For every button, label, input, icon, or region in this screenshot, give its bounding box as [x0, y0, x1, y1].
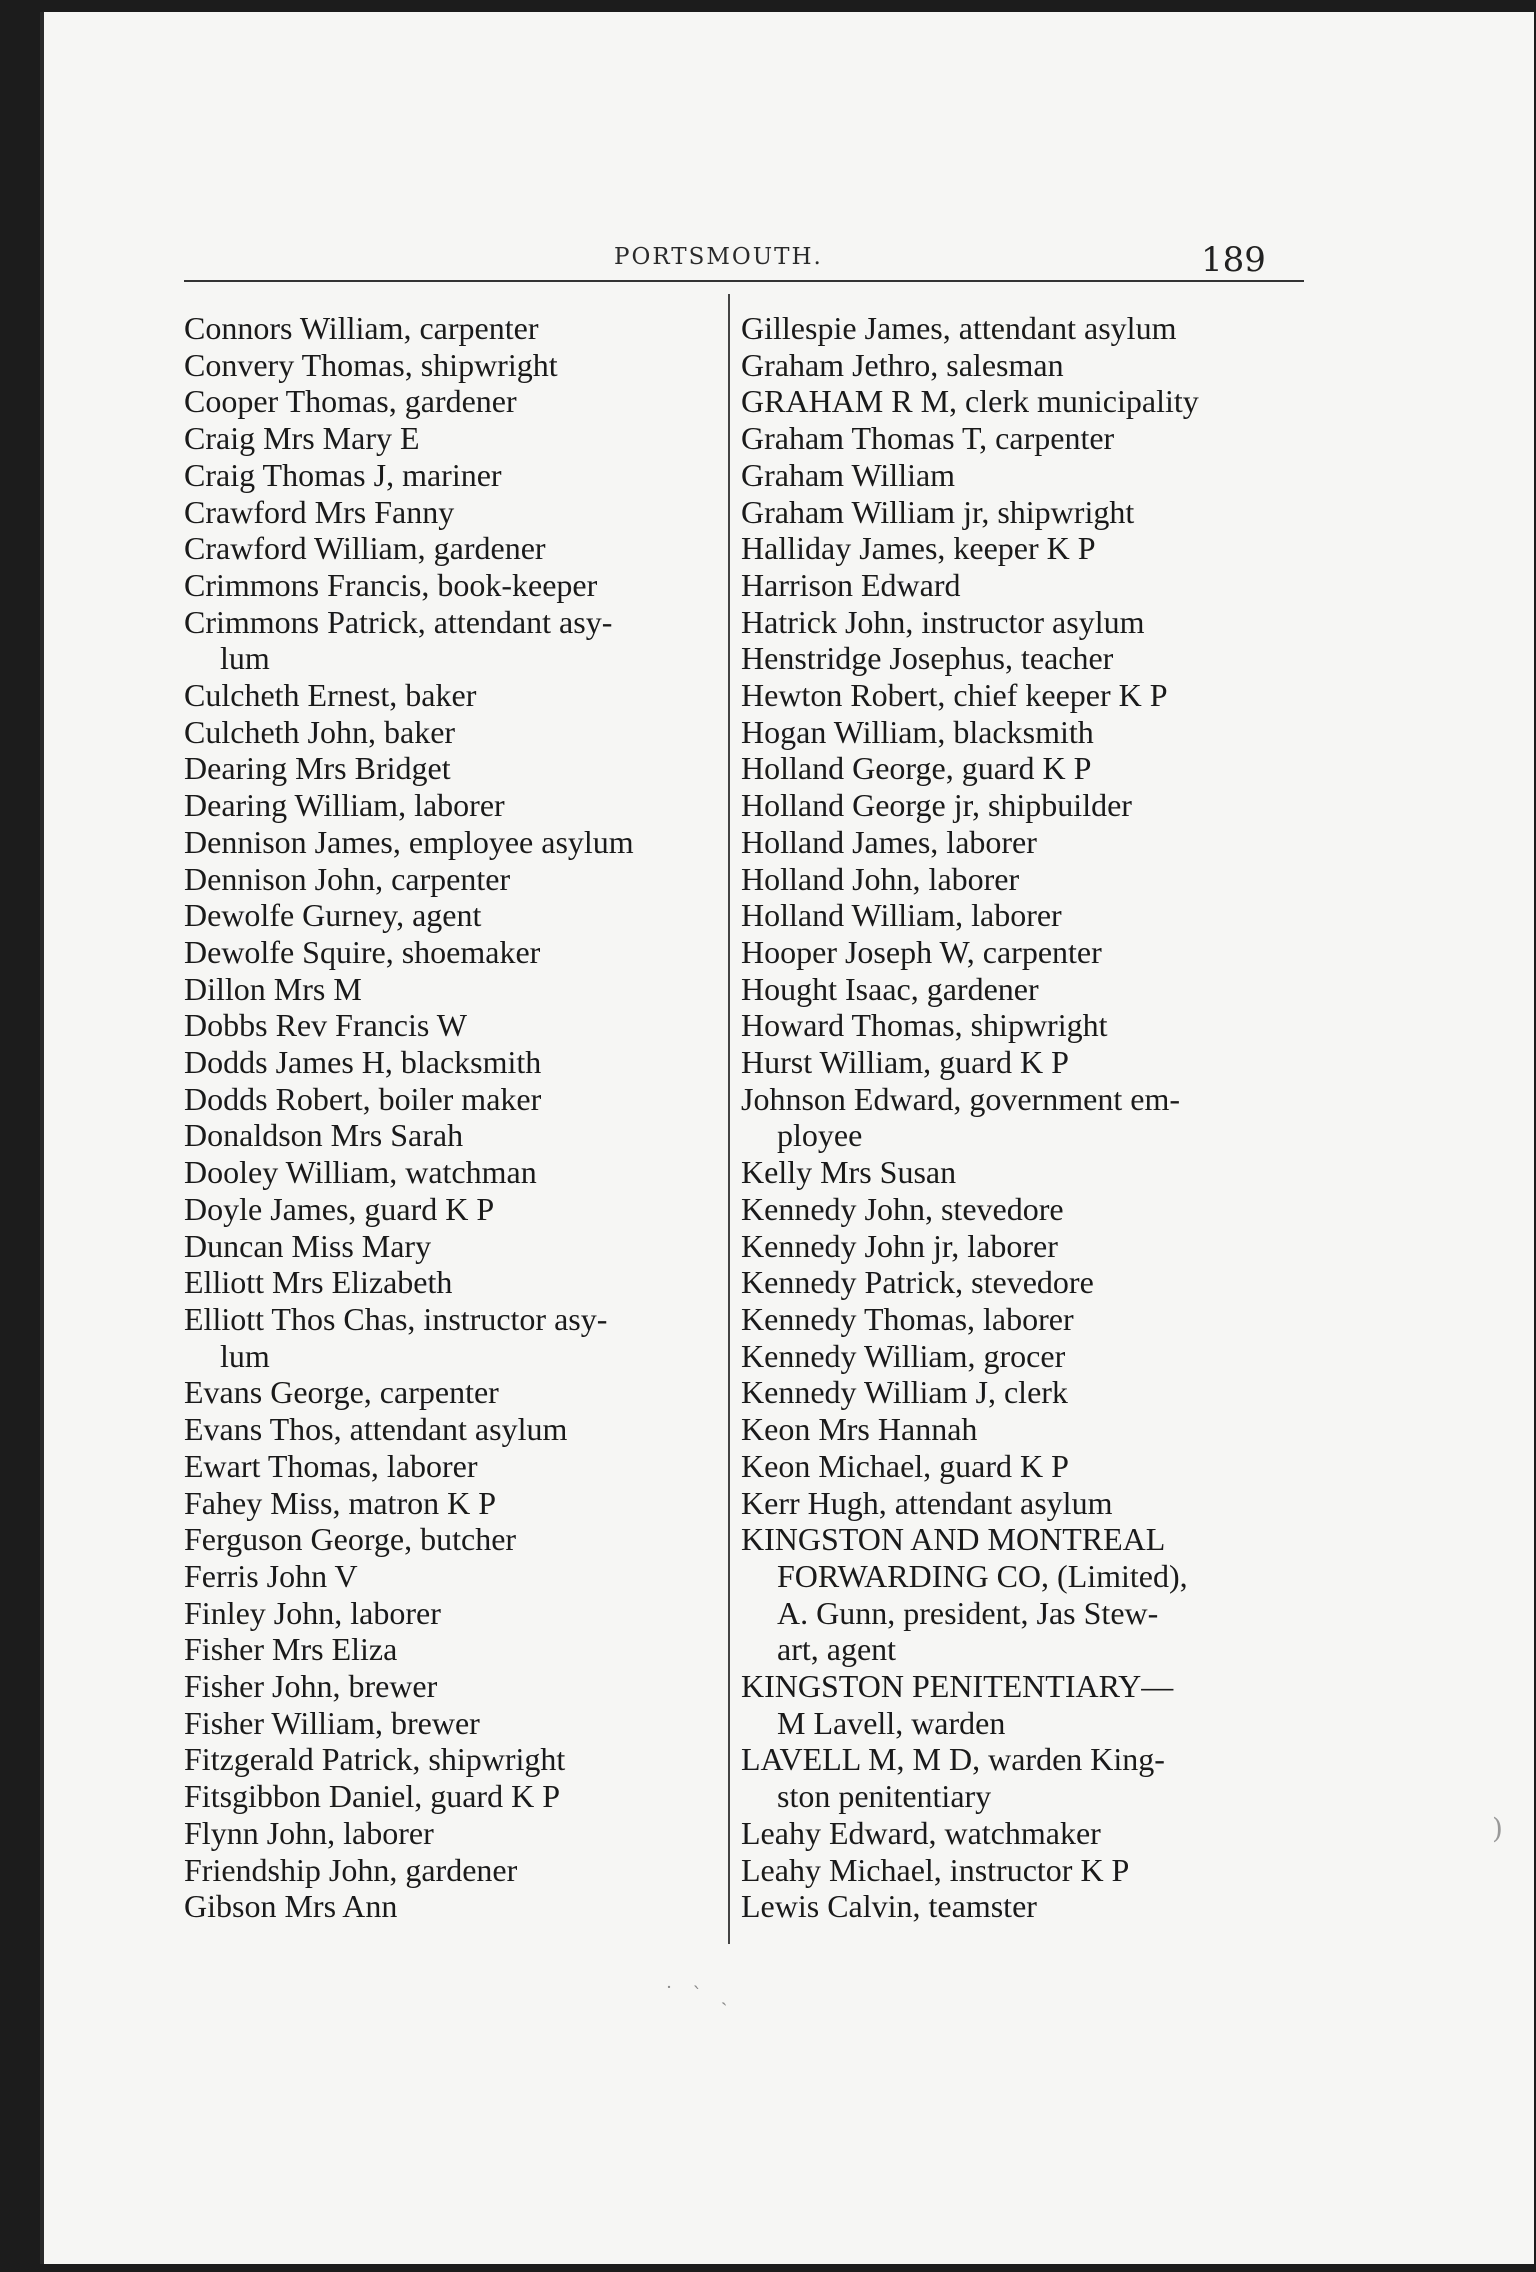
directory-entry: Dearing Mrs Bridget — [184, 750, 451, 787]
directory-entry: Keon Mrs Hannah — [741, 1411, 978, 1448]
directory-entry: Holland George, guard K P — [741, 750, 1092, 787]
directory-entry: Connors William, carpenter — [184, 310, 539, 346]
page-number: 189 — [1201, 240, 1266, 280]
directory-entry: Craig Thomas J, mariner — [184, 456, 502, 493]
directory-entry: Kennedy John jr, laborer — [741, 1227, 1058, 1264]
directory-entry: Halliday James, keeper K P — [741, 530, 1096, 567]
directory-entry: Crawford Mrs Fanny — [184, 493, 455, 530]
directory-entry: Ewart Thomas, laborer — [184, 1447, 478, 1484]
directory-entry: Hewton Robert, chief keeper K P — [741, 677, 1168, 714]
header-rule — [184, 280, 1304, 282]
directory-entry: Graham Jethro, salesman — [741, 346, 1064, 383]
directory-entry: Fisher William, brewer — [184, 1704, 480, 1741]
directory-entry: Graham Thomas T, carpenter — [741, 420, 1115, 457]
directory-entry: Crimmons Francis, book-keeper — [184, 566, 598, 603]
directory-entry: Ferris John V — [184, 1557, 358, 1594]
directory-entry: Kennedy William J, clerk — [741, 1374, 1068, 1411]
column-divider — [728, 294, 730, 1944]
directory-entry: KINGSTON PENITENTIARY— — [741, 1668, 1174, 1705]
directory-entry: Holland John, laborer — [741, 860, 1020, 897]
entry-continuation: M Lavell, warden — [777, 1704, 1006, 1741]
paper-specks: ˙ ˋ ˏ — [664, 1982, 734, 2006]
entry-continuation: ston penitentiary — [777, 1778, 992, 1815]
directory-entry: LAVELL M, M D, warden King- — [741, 1741, 1165, 1778]
directory-entry: Graham William — [741, 456, 956, 493]
directory-entry: Donaldson Mrs Sarah — [184, 1117, 464, 1154]
directory-entry: Culcheth John, baker — [184, 713, 456, 750]
page-title: PORTSMOUTH. — [614, 244, 823, 270]
directory-entry: Henstridge Josephus, teacher — [741, 640, 1114, 677]
entry-continuation: A. Gunn, president, Jas Stew- — [777, 1594, 1159, 1631]
directory-entry: Fisher John, brewer — [184, 1668, 438, 1705]
directory-entry: Dodds James H, blacksmith — [184, 1044, 542, 1081]
directory-entry: Holland James, laborer — [741, 823, 1037, 860]
entry-continuation: lum — [220, 1337, 270, 1374]
directory-entry: Dearing William, laborer — [184, 787, 505, 824]
directory-entry: Johnson Edward, government em- — [741, 1080, 1181, 1117]
directory-entry: Kerr Hugh, attendant asylum — [741, 1484, 1113, 1521]
left-column — [184, 310, 719, 1925]
directory-entry: Culcheth Ernest, baker — [184, 677, 477, 714]
directory-entry: Evans George, carpenter — [184, 1374, 499, 1411]
directory-entry: Finley John, laborer — [184, 1594, 441, 1631]
directory-entry: KINGSTON AND MONTREAL — [741, 1521, 1166, 1558]
directory-page — [40, 12, 1534, 2264]
running-head — [44, 240, 1534, 280]
directory-entry: Holland George jr, shipbuilder — [741, 787, 1132, 824]
directory-entry: Kennedy William, grocer — [741, 1337, 1066, 1374]
directory-entry: Hooper Joseph W, carpenter — [741, 933, 1102, 970]
directory-entry: Graham William jr, shipwright — [741, 493, 1135, 530]
directory-entry: Lewis Calvin, teamster — [741, 1888, 1037, 1925]
directory-entry: Fitsgibbon Daniel, guard K P — [184, 1778, 560, 1815]
directory-entry: Gibson Mrs Ann — [184, 1888, 398, 1925]
directory-entry: Hatrick John, instructor asylum — [741, 603, 1145, 640]
directory-entry: Flynn John, laborer — [184, 1814, 434, 1851]
entry-continuation: lum — [220, 640, 270, 677]
directory-entry: Kelly Mrs Susan — [741, 1154, 957, 1191]
directory-entry: Harrison Edward — [741, 566, 961, 603]
directory-entry: GRAHAM R M, clerk municipality — [741, 383, 1199, 420]
directory-entry: Dennison James, employee asylum — [184, 823, 634, 860]
directory-entry: Dooley William, watchman — [184, 1154, 537, 1191]
entry-continuation: FORWARDING CO, (Limited), — [777, 1557, 1188, 1594]
directory-entry: Doyle James, guard K P — [184, 1190, 495, 1227]
directory-entry: Keon Michael, guard K P — [741, 1447, 1069, 1484]
directory-entry: Duncan Miss Mary — [184, 1227, 432, 1264]
directory-entry: Hought Isaac, gardener — [741, 970, 1039, 1007]
directory-entry: Evans Thos, attendant asylum — [184, 1411, 568, 1448]
directory-entry: Elliott Mrs Elizabeth — [184, 1264, 453, 1301]
directory-entry: Friendship John, gardener — [184, 1851, 518, 1888]
directory-entry: Hogan William, blacksmith — [741, 713, 1094, 750]
directory-entry: Fitzgerald Patrick, shipwright — [184, 1741, 566, 1778]
directory-entry: Holland William, laborer — [741, 897, 1062, 934]
directory-entry: Kennedy John, stevedore — [741, 1190, 1064, 1227]
directory-entry: Craig Mrs Mary E — [184, 420, 420, 457]
directory-entry: Leahy Edward, watchmaker — [741, 1814, 1101, 1851]
directory-entry: Ferguson George, butcher — [184, 1521, 517, 1558]
directory-entry: Crawford William, gardener — [184, 530, 546, 567]
directory-entry: Leahy Michael, instructor K P — [741, 1851, 1130, 1888]
directory-entry: Kennedy Patrick, stevedore — [741, 1264, 1094, 1301]
directory-entry: Dewolfe Squire, shoemaker — [184, 933, 541, 970]
directory-entry: Fahey Miss, matron K P — [184, 1484, 496, 1521]
directory-entry: Hurst William, guard K P — [741, 1044, 1069, 1081]
directory-entry: Dewolfe Gurney, agent — [184, 897, 482, 934]
directory-entry: Kennedy Thomas, laborer — [741, 1300, 1074, 1337]
directory-entry: Dillon Mrs M — [184, 970, 362, 1007]
directory-entry: Dodds Robert, boiler maker — [184, 1080, 542, 1117]
directory-entry: Fisher Mrs Eliza — [184, 1631, 398, 1668]
directory-entry: Howard Thomas, shipwright — [741, 1007, 1108, 1044]
directory-entry: Crimmons Patrick, attendant asy- — [184, 603, 613, 640]
directory-entry: Cooper Thomas, gardener — [184, 383, 517, 420]
directory-entry: Dobbs Rev Francis W — [184, 1007, 467, 1044]
margin-mark: ) — [1492, 1812, 1503, 1845]
entry-continuation: ployee — [777, 1117, 863, 1154]
directory-entry: Dennison John, carpenter — [184, 860, 511, 897]
directory-entry: Convery Thomas, shipwright — [184, 346, 558, 383]
directory-entry: Elliott Thos Chas, instructor asy- — [184, 1300, 608, 1337]
entry-continuation: art, agent — [777, 1631, 897, 1668]
directory-entry: Gillespie James, attendant asylum — [741, 310, 1177, 346]
right-column — [741, 310, 1311, 1925]
